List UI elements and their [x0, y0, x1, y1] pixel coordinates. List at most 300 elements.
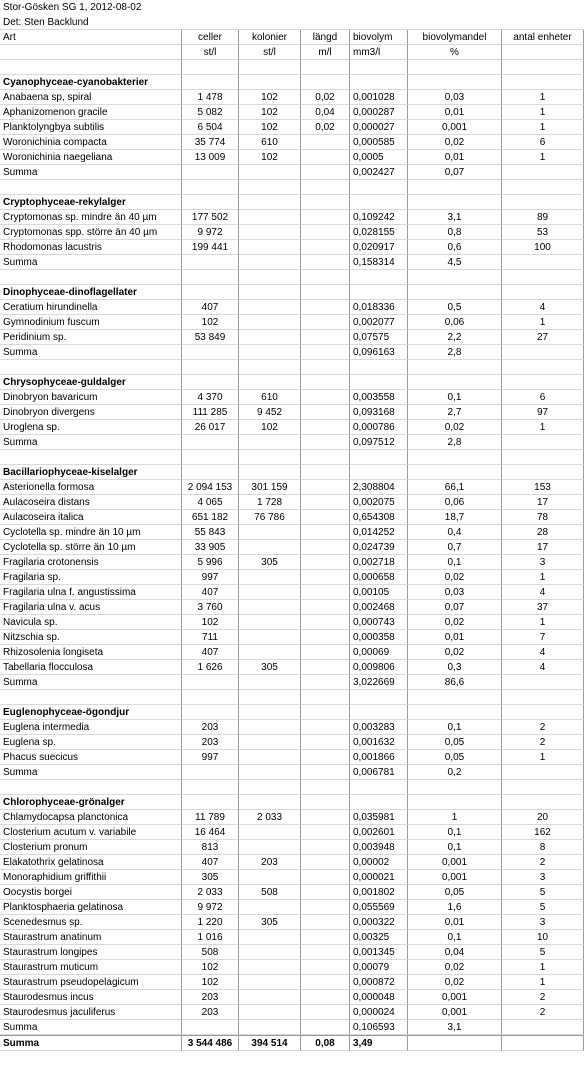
- summa-row: [0, 765, 584, 780]
- cell-langd: 0,02: [301, 120, 350, 135]
- cell-art: Monoraphidium griffithii: [0, 870, 182, 885]
- analyst-label: Det: Sten Backlund: [0, 15, 584, 30]
- cell-langd: [301, 660, 350, 675]
- cell-biovolymandel: 0,03: [408, 585, 502, 600]
- cell-celler: 508: [182, 945, 239, 960]
- spacer-row: [0, 60, 584, 75]
- cell-langd: [301, 735, 350, 750]
- cell-biovolym: 0,000322: [350, 915, 408, 930]
- cell-antal-enheter: [502, 1020, 584, 1035]
- unit-langd: m/l: [301, 45, 350, 60]
- cell-biovolym: 0,00325: [350, 930, 408, 945]
- group-title: Chlorophyceae-grönalger: [0, 795, 182, 810]
- cell-kolonier: [239, 1005, 301, 1020]
- cell-biovolymandel: 0,01: [408, 150, 502, 165]
- cell-langd: [301, 615, 350, 630]
- cell-biovolym: 0,009806: [350, 660, 408, 675]
- cell-biovolym: 0,000287: [350, 105, 408, 120]
- cell-biovolymandel: 0,6: [408, 240, 502, 255]
- cell-biovolymandel: 18,7: [408, 510, 502, 525]
- spacer-cell: [502, 780, 584, 795]
- cell-langd: [301, 405, 350, 420]
- cell-celler: 33 905: [182, 540, 239, 555]
- cell-celler: 2 094 153: [182, 480, 239, 495]
- cell-langd: [301, 840, 350, 855]
- spacer-cell: [301, 690, 350, 705]
- cell-biovolymandel: 0,4: [408, 525, 502, 540]
- cell-antal-enheter: 100: [502, 240, 584, 255]
- cell-antal-enheter: 1: [502, 150, 584, 165]
- cell-celler: [182, 675, 239, 690]
- group-header-cell: [182, 375, 239, 390]
- units-row: [0, 45, 584, 60]
- cell-biovolym: 3,022669: [350, 675, 408, 690]
- col-header-kolonier: kolonier: [239, 30, 301, 45]
- table-row: [0, 645, 584, 660]
- cell-biovolymandel: 66,1: [408, 480, 502, 495]
- cell-antal-enheter: 2: [502, 990, 584, 1005]
- cell-art: Gymnodinium fuscum: [0, 315, 182, 330]
- cell-art: Aphanizomenon gracile: [0, 105, 182, 120]
- table-row: [0, 975, 584, 990]
- spacer-row: [0, 270, 584, 285]
- group-header-cell: [350, 795, 408, 810]
- table-row: [0, 885, 584, 900]
- cell-langd: [301, 585, 350, 600]
- cell-kolonier: 9 452: [239, 405, 301, 420]
- col-header-biovolymandel: biovolymandel: [408, 30, 502, 45]
- group-title: Chrysophyceae-guldalger: [0, 375, 182, 390]
- cell-art: Nitzschia sp.: [0, 630, 182, 645]
- cell-art: Staurodesmus jaculiferus: [0, 1005, 182, 1020]
- table-row: [0, 300, 584, 315]
- table-row: [0, 330, 584, 345]
- cell-antal-enheter: 37: [502, 600, 584, 615]
- cell-langd: [301, 915, 350, 930]
- cell-celler: 9 972: [182, 900, 239, 915]
- table-row: [0, 315, 584, 330]
- table-row: [0, 210, 584, 225]
- cell-biovolymandel: 0,05: [408, 885, 502, 900]
- cell-art: Tabellaria flocculosa: [0, 660, 182, 675]
- cell-antal-enheter: 2: [502, 735, 584, 750]
- cell-biovolymandel: 0,1: [408, 720, 502, 735]
- spacer-cell: [350, 270, 408, 285]
- cell-art: Summa: [0, 345, 182, 360]
- cell-biovolymandel: 0,1: [408, 390, 502, 405]
- cell-antal-enheter: 3: [502, 915, 584, 930]
- cell-antal-enheter: 1: [502, 105, 584, 120]
- cell-biovolym: 2,308804: [350, 480, 408, 495]
- cell-biovolymandel: 0,05: [408, 750, 502, 765]
- cell-celler: 1 478: [182, 90, 239, 105]
- cell-kolonier: 305: [239, 660, 301, 675]
- cell-biovolymandel: 0,001: [408, 990, 502, 1005]
- spacer-cell: [350, 60, 408, 75]
- unit-antal-enheter: [502, 45, 584, 60]
- cell-biovolym: 0,003948: [350, 840, 408, 855]
- cell-biovolymandel: 0,04: [408, 945, 502, 960]
- cell-biovolymandel: 0,1: [408, 840, 502, 855]
- cell-antal-enheter: 1: [502, 570, 584, 585]
- grand-total-kolonier: 394 514: [239, 1035, 301, 1051]
- cell-art: Closterium pronum: [0, 840, 182, 855]
- col-header-biovolym: biovolym: [350, 30, 408, 45]
- unit-art: [0, 45, 182, 60]
- cell-art: Elakatothrix gelatinosa: [0, 855, 182, 870]
- cell-kolonier: [239, 615, 301, 630]
- cell-antal-enheter: 2: [502, 855, 584, 870]
- group-header-cell: [239, 465, 301, 480]
- cell-langd: [301, 630, 350, 645]
- cell-kolonier: [239, 525, 301, 540]
- spacer-cell: [301, 180, 350, 195]
- cell-biovolym: 0,00002: [350, 855, 408, 870]
- cell-kolonier: [239, 765, 301, 780]
- cell-biovolymandel: 0,06: [408, 495, 502, 510]
- cell-biovolym: 0,000872: [350, 975, 408, 990]
- group-header-row: [0, 195, 584, 210]
- cell-antal-enheter: 6: [502, 135, 584, 150]
- cell-biovolymandel: 0,8: [408, 225, 502, 240]
- cell-langd: [301, 300, 350, 315]
- cell-biovolym: 0,00079: [350, 960, 408, 975]
- cell-art: Fragilaria crotonensis: [0, 555, 182, 570]
- table-row: [0, 840, 584, 855]
- table-row: [0, 930, 584, 945]
- cell-art: Cryptomonas spp. större än 40 µm: [0, 225, 182, 240]
- cell-biovolymandel: 86,6: [408, 675, 502, 690]
- group-header-cell: [350, 285, 408, 300]
- cell-biovolymandel: 2,2: [408, 330, 502, 345]
- cell-biovolym: 0,028155: [350, 225, 408, 240]
- cell-art: Dinobryon bavaricum: [0, 390, 182, 405]
- cell-langd: 0,02: [301, 90, 350, 105]
- cell-biovolym: 0,024739: [350, 540, 408, 555]
- cell-kolonier: [239, 960, 301, 975]
- spacer-cell: [408, 60, 502, 75]
- spacer-cell: [0, 60, 182, 75]
- cell-antal-enheter: 7: [502, 630, 584, 645]
- group-header-cell: [301, 705, 350, 720]
- table-row: [0, 855, 584, 870]
- group-header-cell: [502, 195, 584, 210]
- cell-langd: [301, 975, 350, 990]
- unit-biovolymandel: %: [408, 45, 502, 60]
- cell-biovolym: 0,093168: [350, 405, 408, 420]
- cell-kolonier: [239, 240, 301, 255]
- cell-art: Staurodesmus incus: [0, 990, 182, 1005]
- cell-langd: [301, 255, 350, 270]
- cell-antal-enheter: 153: [502, 480, 584, 495]
- cell-celler: 2 033: [182, 885, 239, 900]
- cell-langd: [301, 825, 350, 840]
- cell-celler: 407: [182, 300, 239, 315]
- group-header-cell: [408, 705, 502, 720]
- cell-biovolymandel: 0,001: [408, 1005, 502, 1020]
- spacer-cell: [408, 690, 502, 705]
- cell-kolonier: [239, 435, 301, 450]
- cell-art: Cyclotella sp. mindre än 10 µm: [0, 525, 182, 540]
- cell-celler: 997: [182, 750, 239, 765]
- spacer-cell: [182, 780, 239, 795]
- spacer-cell: [239, 690, 301, 705]
- cell-antal-enheter: [502, 345, 584, 360]
- cell-langd: [301, 240, 350, 255]
- cell-antal-enheter: 27: [502, 330, 584, 345]
- spacer-cell: [301, 780, 350, 795]
- table-row: [0, 660, 584, 675]
- cell-biovolym: 0,001345: [350, 945, 408, 960]
- summa-row: [0, 165, 584, 180]
- cell-art: Woronichinia compacta: [0, 135, 182, 150]
- cell-art: Navicula sp.: [0, 615, 182, 630]
- cell-kolonier: [239, 945, 301, 960]
- grand-total-langd: 0,08: [301, 1035, 350, 1051]
- table-row: [0, 405, 584, 420]
- spacer-cell: [350, 180, 408, 195]
- col-header-art: Art: [0, 30, 182, 45]
- table-row: [0, 615, 584, 630]
- cell-biovolymandel: 2,7: [408, 405, 502, 420]
- cell-langd: [301, 435, 350, 450]
- cell-celler: 102: [182, 315, 239, 330]
- cell-biovolymandel: 0,5: [408, 300, 502, 315]
- grand-total-celler: 3 544 486: [182, 1035, 239, 1051]
- group-header-cell: [239, 705, 301, 720]
- cell-art: Summa: [0, 675, 182, 690]
- table-row: [0, 480, 584, 495]
- table-row: [0, 570, 584, 585]
- spacer-cell: [0, 690, 182, 705]
- cell-langd: [301, 570, 350, 585]
- cell-biovolymandel: 0,01: [408, 915, 502, 930]
- cell-langd: [301, 225, 350, 240]
- cell-kolonier: [239, 630, 301, 645]
- spacer-row: [0, 180, 584, 195]
- spacer-cell: [0, 780, 182, 795]
- spacer-cell: [408, 450, 502, 465]
- cell-antal-enheter: 1: [502, 960, 584, 975]
- cell-kolonier: [239, 870, 301, 885]
- cell-celler: [182, 345, 239, 360]
- cell-langd: [301, 165, 350, 180]
- cell-kolonier: 301 159: [239, 480, 301, 495]
- spacer-row: [0, 450, 584, 465]
- group-header-cell: [502, 795, 584, 810]
- group-header-cell: [301, 375, 350, 390]
- cell-antal-enheter: 1: [502, 615, 584, 630]
- cell-biovolym: 0,0005: [350, 150, 408, 165]
- cell-biovolymandel: 0,001: [408, 120, 502, 135]
- summa-row: [0, 435, 584, 450]
- group-header-cell: [502, 75, 584, 90]
- cell-antal-enheter: 2: [502, 1005, 584, 1020]
- spacer-cell: [502, 360, 584, 375]
- col-header-langd: längd: [301, 30, 350, 45]
- cell-celler: 4 370: [182, 390, 239, 405]
- group-header-cell: [350, 195, 408, 210]
- cell-kolonier: 2 033: [239, 810, 301, 825]
- table-row: [0, 735, 584, 750]
- cell-biovolym: 0,002601: [350, 825, 408, 840]
- cell-kolonier: 102: [239, 90, 301, 105]
- cell-langd: [301, 480, 350, 495]
- cell-art: Euglena intermedia: [0, 720, 182, 735]
- cell-biovolymandel: 2,8: [408, 435, 502, 450]
- cell-biovolymandel: 0,07: [408, 165, 502, 180]
- group-header-cell: [239, 75, 301, 90]
- cell-art: Phacus suecicus: [0, 750, 182, 765]
- cell-biovolym: 0,001632: [350, 735, 408, 750]
- table-row: [0, 870, 584, 885]
- spacer-cell: [182, 360, 239, 375]
- cell-kolonier: [239, 600, 301, 615]
- cell-art: Cyclotella sp. större än 10 µm: [0, 540, 182, 555]
- spacer-cell: [301, 60, 350, 75]
- spacer-cell: [0, 270, 182, 285]
- cell-kolonier: 76 786: [239, 510, 301, 525]
- cell-antal-enheter: 1: [502, 975, 584, 990]
- group-title: Cryptophyceae-rekylalger: [0, 195, 182, 210]
- grand-total-antal-enheter: [502, 1035, 584, 1051]
- title-row: [0, 0, 584, 15]
- cell-kolonier: [239, 720, 301, 735]
- cell-biovolymandel: 0,03: [408, 90, 502, 105]
- group-header-row: [0, 705, 584, 720]
- cell-langd: [301, 1005, 350, 1020]
- spacer-cell: [182, 450, 239, 465]
- cell-langd: [301, 1020, 350, 1035]
- cell-celler: 203: [182, 735, 239, 750]
- cell-kolonier: [239, 825, 301, 840]
- cell-celler: 997: [182, 570, 239, 585]
- cell-celler: 5 996: [182, 555, 239, 570]
- group-header-cell: [408, 465, 502, 480]
- cell-art: Summa: [0, 435, 182, 450]
- summa-row: [0, 255, 584, 270]
- group-header-row: [0, 375, 584, 390]
- cell-biovolymandel: 0,1: [408, 930, 502, 945]
- table-row: [0, 630, 584, 645]
- group-title: Dinophyceae-dinoflagellater: [0, 285, 182, 300]
- table-row: [0, 810, 584, 825]
- cell-langd: [301, 675, 350, 690]
- cell-biovolym: 0,003283: [350, 720, 408, 735]
- cell-antal-enheter: 20: [502, 810, 584, 825]
- cell-biovolym: 0,096163: [350, 345, 408, 360]
- cell-art: Aulacoseira italica: [0, 510, 182, 525]
- group-header-cell: [239, 285, 301, 300]
- cell-celler: 35 774: [182, 135, 239, 150]
- grand-total-biovolym: 3,49: [350, 1035, 408, 1051]
- unit-kolonier: st/l: [239, 45, 301, 60]
- cell-langd: [301, 210, 350, 225]
- cell-art: Rhizosolenia longiseta: [0, 645, 182, 660]
- cell-biovolym: 0,158314: [350, 255, 408, 270]
- cell-kolonier: [239, 840, 301, 855]
- cell-antal-enheter: 53: [502, 225, 584, 240]
- group-header-row: [0, 465, 584, 480]
- cell-langd: [301, 510, 350, 525]
- spacer-row: [0, 360, 584, 375]
- grand-total-biovolymandel: [408, 1035, 502, 1051]
- cell-art: Dinobryon divergens: [0, 405, 182, 420]
- table-row: [0, 825, 584, 840]
- cell-biovolym: 0,000358: [350, 630, 408, 645]
- cell-biovolym: 0,003558: [350, 390, 408, 405]
- cell-antal-enheter: 5: [502, 885, 584, 900]
- spacer-cell: [182, 180, 239, 195]
- spacer-cell: [502, 180, 584, 195]
- cell-biovolymandel: 0,02: [408, 570, 502, 585]
- spacer-cell: [502, 270, 584, 285]
- cell-antal-enheter: 162: [502, 825, 584, 840]
- cell-biovolymandel: 0,001: [408, 870, 502, 885]
- cell-antal-enheter: [502, 165, 584, 180]
- cell-langd: [301, 390, 350, 405]
- cell-biovolym: 0,000786: [350, 420, 408, 435]
- table-row: [0, 585, 584, 600]
- spacer-cell: [0, 360, 182, 375]
- cell-biovolymandel: 4,5: [408, 255, 502, 270]
- cell-antal-enheter: 2: [502, 720, 584, 735]
- cell-langd: [301, 645, 350, 660]
- cell-biovolymandel: 3,1: [408, 1020, 502, 1035]
- spacer-cell: [239, 60, 301, 75]
- cell-art: Summa: [0, 1020, 182, 1035]
- cell-antal-enheter: 1: [502, 420, 584, 435]
- cell-biovolym: 0,018336: [350, 300, 408, 315]
- cell-biovolym: 0,055569: [350, 900, 408, 915]
- group-header-row: [0, 795, 584, 810]
- cell-biovolym: 0,014252: [350, 525, 408, 540]
- cell-art: Peridinium sp.: [0, 330, 182, 345]
- cell-kolonier: [239, 735, 301, 750]
- spacer-cell: [182, 60, 239, 75]
- cell-langd: 0,04: [301, 105, 350, 120]
- cell-biovolym: 0,106593: [350, 1020, 408, 1035]
- cell-celler: 26 017: [182, 420, 239, 435]
- cell-art: Planktolyngbya subtilis: [0, 120, 182, 135]
- cell-celler: 1 220: [182, 915, 239, 930]
- cell-biovolymandel: 0,05: [408, 735, 502, 750]
- spacer-cell: [239, 360, 301, 375]
- group-header-cell: [408, 75, 502, 90]
- table-row: [0, 750, 584, 765]
- group-header-cell: [502, 705, 584, 720]
- cell-langd: [301, 420, 350, 435]
- table-row: [0, 990, 584, 1005]
- spacer-cell: [408, 360, 502, 375]
- analyst-row: [0, 15, 584, 30]
- cell-biovolym: 0,000027: [350, 120, 408, 135]
- cell-celler: 53 849: [182, 330, 239, 345]
- cell-biovolymandel: 0,02: [408, 135, 502, 150]
- cell-biovolymandel: 0,1: [408, 555, 502, 570]
- group-header-cell: [408, 375, 502, 390]
- group-title: Cyanophyceae-cyanobakterier: [0, 75, 182, 90]
- cell-biovolym: 0,000024: [350, 1005, 408, 1020]
- cell-kolonier: [239, 975, 301, 990]
- cell-kolonier: [239, 255, 301, 270]
- cell-langd: [301, 855, 350, 870]
- spacer-row: [0, 780, 584, 795]
- spacer-cell: [408, 270, 502, 285]
- table-row: [0, 525, 584, 540]
- cell-celler: 711: [182, 630, 239, 645]
- cell-biovolymandel: 0,7: [408, 540, 502, 555]
